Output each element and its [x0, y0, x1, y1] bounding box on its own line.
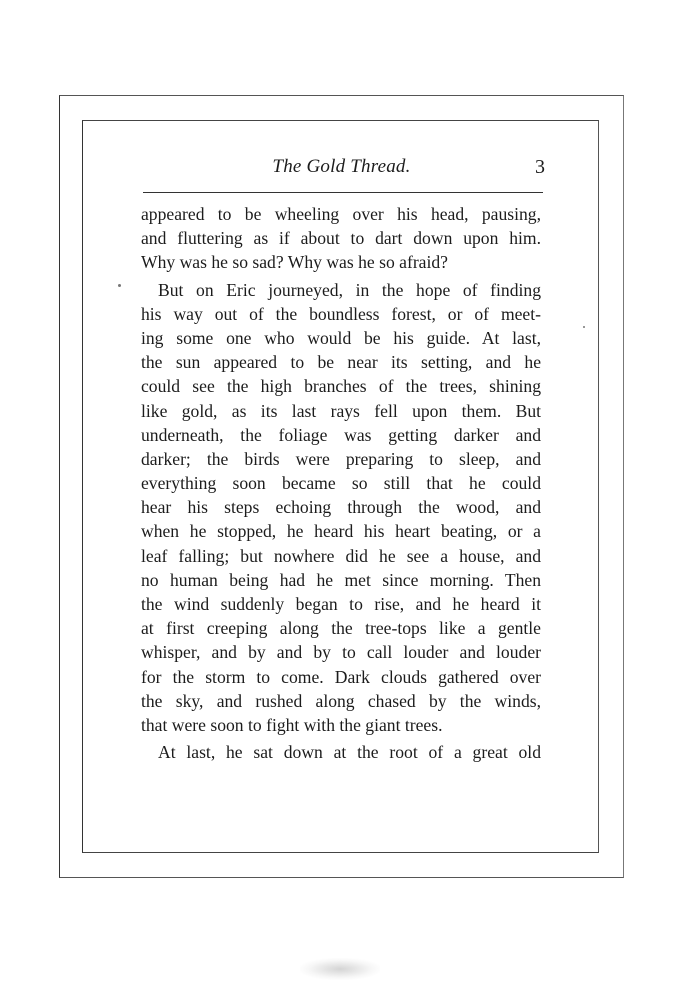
text-line: hear his steps echoing through the wood, and [141, 497, 541, 518]
text-line: the sun appeared to be near its setting, and he [141, 352, 541, 373]
paragraph-start-line: At last, he sat down at the root of a great old [158, 742, 541, 763]
text-line: Why was he so sad? Why was he so afraid? [141, 252, 448, 273]
text-line: whisper, and by and by to call louder and louder [141, 642, 541, 663]
paragraph-start-line: But on Eric journeyed, in the hope of finding [158, 279, 541, 300]
text-line: no human being had he met since morning. Then [141, 569, 541, 590]
running-title: The Gold Thread. [272, 156, 411, 177]
header-rule [143, 192, 543, 193]
text-line: that were soon to fight with the giant trees. [141, 714, 443, 735]
body-text [141, 202, 541, 764]
text-line: darker; the birds were preparing to sleep, and [141, 448, 541, 469]
text-line: his way out of the boundless forest, or of meet- [141, 303, 541, 324]
text-line: and fluttering as if about to dart down upon him. [141, 228, 541, 249]
text-line: at first creeping along the tree-tops like a gentle [141, 618, 541, 639]
page-number: 3 [535, 156, 545, 178]
running-head [140, 156, 543, 186]
text-line: everything soon became so still that he could [141, 473, 541, 494]
text-line: the sky, and rushed along chased by the winds, [141, 690, 541, 711]
text-line: the wind suddenly began to rise, and he heard it [141, 594, 541, 614]
ink-speck [583, 326, 585, 328]
text-line: for the storm to come. Dark clouds gathered over [141, 666, 541, 687]
paper-smudge [300, 958, 380, 980]
ink-speck [118, 284, 121, 287]
text-line: ing some one who would be his guide. At last, [141, 327, 541, 348]
text-line: when he stopped, he heard his heart beating, or a [141, 521, 541, 542]
text-line: underneath, the foliage was getting darker and [141, 424, 541, 445]
text-line: appeared to be wheeling over his head, pausing, [141, 204, 541, 224]
text-line: leaf falling; but nowhere did he see a house, and [141, 545, 541, 566]
text-line: could see the high branches of the trees, shining [141, 376, 541, 397]
text-line: like gold, as its last rays fell upon them. But [141, 400, 541, 421]
